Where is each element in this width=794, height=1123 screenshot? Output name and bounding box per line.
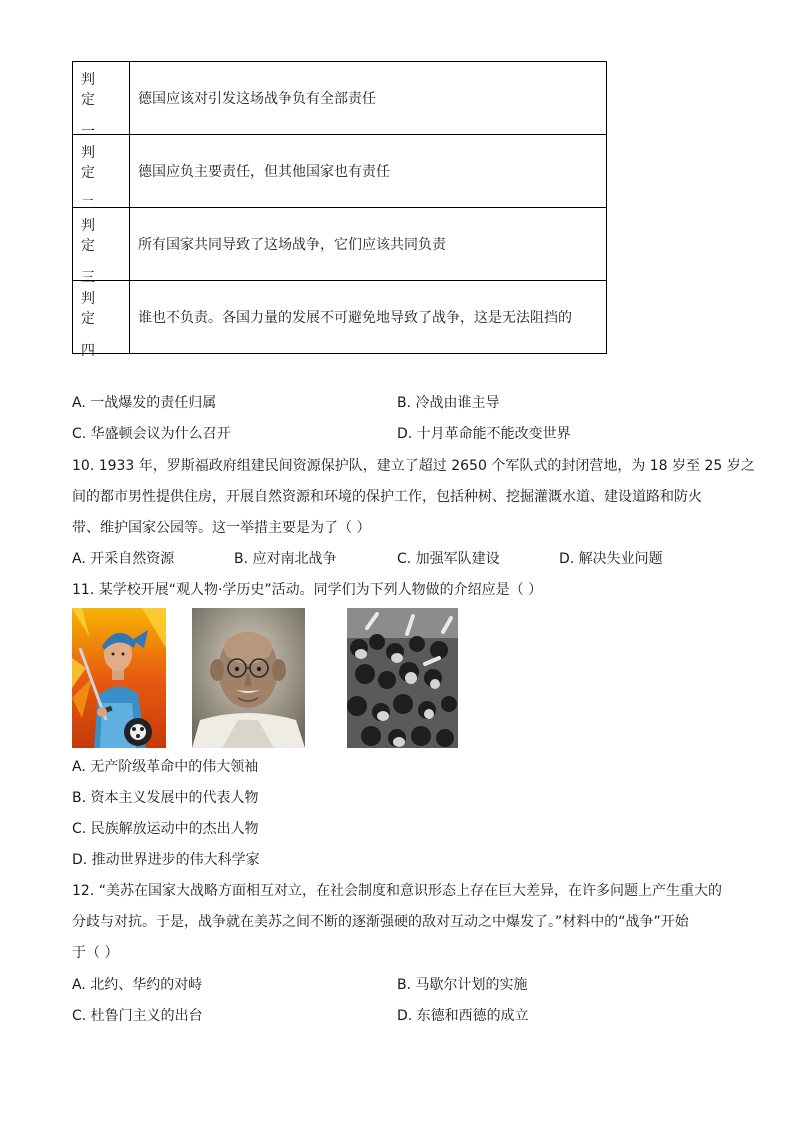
q12-option-b[interactable]: B. 马歇尔计划的实施 [397, 977, 528, 993]
label-char: 三 [81, 270, 95, 286]
q12-stem-line3: 于（ ） [72, 945, 119, 961]
row-text: 谁也不负责。各国力量的发展不可避免地导致了战争，这是无法阻挡的 [130, 281, 607, 354]
row-label [73, 281, 130, 359]
label-char: 定 [81, 165, 95, 181]
q11-stem: 11. 某学校开展“观人物·学历史”活动。同学们为下列人物做的介绍应是（ ） [72, 582, 543, 598]
row-label [73, 208, 130, 286]
label-char: 判 [81, 218, 95, 234]
q11-option-d[interactable]: D. 推动世界进步的伟大科学家 [72, 852, 260, 868]
q11-option-a[interactable]: A. 无产阶级革命中的伟大领袖 [72, 759, 259, 775]
portrait-elderly-man-image [192, 608, 305, 748]
q9-option-b[interactable]: B. 冷战由谁主导 [397, 395, 500, 411]
row-text: 德国应该对引发这场战争负有全部责任 [130, 62, 607, 135]
table-row [73, 135, 607, 208]
label-char: 四 [81, 343, 95, 359]
label-char: 定 [81, 238, 95, 254]
table-row [73, 208, 607, 281]
label-char: 定 [81, 311, 95, 327]
row-text: 德国应负主要责任，但其他国家也有责任 [130, 135, 607, 208]
label-char: 判 [81, 72, 95, 88]
q12-stem-line1: 12. “美苏在国家大战略方面相互对立，在社会制度和意识形态上存在巨大差异，在许多问题上产生重大的 [72, 883, 722, 899]
q10-option-b[interactable]: B. 应对南北战争 [234, 551, 337, 567]
q12-option-d[interactable]: D. 东德和西德的成立 [397, 1008, 529, 1024]
table-row [73, 281, 607, 354]
q9-option-d[interactable]: D. 十月革命能不能改变世界 [397, 426, 571, 442]
row-label [73, 62, 130, 140]
q10-stem-line2: 间的都市男性提供住房，开展自然资源和环境的保护工作，包括种树、挖掘灌溉水道、建设道路和防火 [72, 489, 702, 505]
q9-option-a[interactable]: A. 一战爆发的责任归属 [72, 395, 217, 411]
label-char: 判 [81, 291, 95, 307]
q9-option-c[interactable]: C. 华盛顿会议为什么召开 [72, 426, 231, 442]
q10-option-c[interactable]: C. 加强军队建设 [397, 551, 500, 567]
q10-option-a[interactable]: A. 开采自然资源 [72, 551, 175, 567]
portrait-woman-warrior-image [72, 608, 166, 748]
label-char: 二 [81, 197, 95, 213]
q12-option-c[interactable]: C. 杜鲁门主义的出台 [72, 1008, 203, 1024]
label-char: 定 [81, 92, 95, 108]
judgement-table [72, 61, 607, 359]
q12-option-a[interactable]: A. 北约、华约的对峙 [72, 977, 203, 993]
q10-stem-line3: 带、维护国家公园等。这一举措主要是为了（ ） [72, 520, 371, 536]
crowd-photo-image [347, 608, 458, 748]
table-row [73, 62, 607, 135]
label-char: 判 [81, 145, 95, 161]
label-char: 一 [81, 124, 95, 140]
q10-option-d[interactable]: D. 解决失业问题 [559, 551, 663, 567]
q11-option-b[interactable]: B. 资本主义发展中的代表人物 [72, 790, 259, 806]
q11-option-c[interactable]: C. 民族解放运动中的杰出人物 [72, 821, 259, 837]
row-label [73, 135, 130, 213]
row-text: 所有国家共同导致了这场战争，它们应该共同负责 [130, 208, 607, 281]
q10-stem-line1: 10. 1933 年，罗斯福政府组建民间资源保护队，建立了超过 2650 个军队式的封闭营地，为 18 岁至 25 岁之 [72, 458, 755, 474]
q12-stem-line2: 分歧与对抗。于是，战争就在美苏之间不断的逐渐强硬的敌对互动之中爆发了。”材料中的“战争”开始 [72, 914, 689, 930]
